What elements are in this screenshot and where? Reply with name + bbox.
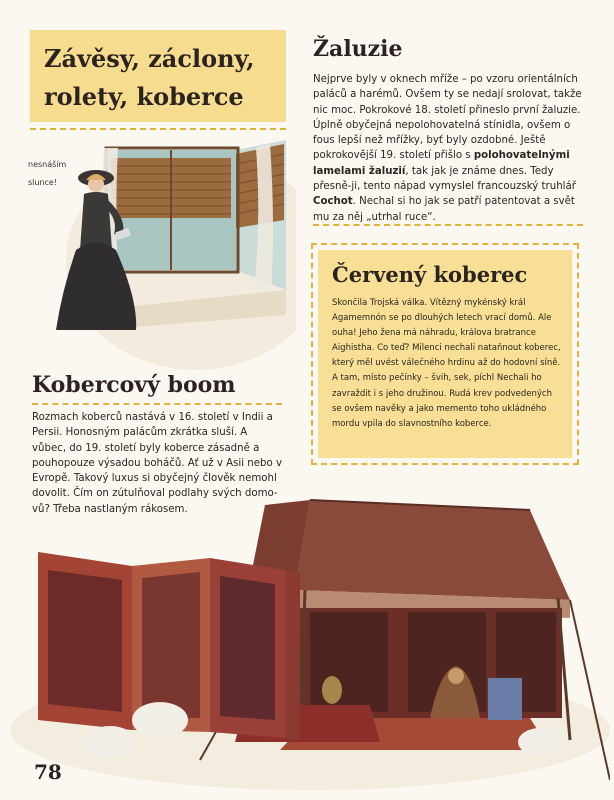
zaluzie-text-part2: , tak jak je známe dnes. Tedy přesně-ji, tento nápad vymyslel francouzský truhlář	[313, 165, 576, 193]
zaluzie-text-part1: Nejprve byly v oknech mříže – po vzoru orientálních paláců a harémů. Ovšem ty se nedají srolovat, takže nic moc. Pokrokové 18. století přineslo první žaluzie. Úplně obyčejná nepolohovatelná stínidla, ovšem o fous lepší než mřížky, byť byly ozdobné. Ještě pokrokovější 19. století přišlo s	[313, 74, 582, 162]
window-lady-illustration	[56, 140, 296, 370]
red-carpet-box	[318, 250, 572, 458]
zaluzie-divider	[313, 224, 583, 226]
zaluzie-text	[313, 72, 585, 225]
zaluzie-text-part3: . Nechal si ho jak se patří patentovat a svět mu za něj „utrhal ruce“.	[313, 196, 575, 223]
boom-text: Rozmach koberců nastává v 16. století v Indii a Persii. Honosným palácům zkrátka sluší. A vůbec, do 19. století byly koberce zásadně a pouhopouze výsadou boháčů. Ať už v Asii nebo v Evropě. Takový luxus si obyčejný člověk nemohl dovolit. Čím on zútulňoval podlahy svých domo-vů? Třeba nastlaným rákosem.	[32, 412, 282, 515]
speech-bubble: nesnáším slunce!	[28, 160, 67, 187]
boom-divider	[32, 403, 282, 405]
page-title: Závěsy, záclony, rolety, koberce	[44, 44, 255, 111]
zaluzie-highlight-lamely: polohovatelnými lamelami žaluzií	[313, 150, 570, 177]
page-number: 78	[34, 760, 62, 784]
red-carpet-text: Skončila Trojská válka. Vítězný mykénský král Agamemnón se po dlouhých letech vrací domů. Ale ouha! Jeho žena má náhradu, králova bratrance Aighistha. Co teď? Milenci nechali nataňnout koberec, který měl uvést válečného hrdinu až do hodovní síně. A tam, místo pečínky – švih, sek, píchl Nechali ho zavraždit i s jeho družinou. Rudá krev podvedených se ovšem navěky a jako memento toho ukládného mordu vpila do slavnostního koberce.	[332, 298, 561, 429]
red-carpet-heading: Červený koberec	[332, 262, 528, 287]
title-box	[30, 30, 286, 122]
tent-carpets-illustration	[10, 480, 610, 800]
zaluzie-heading: Žaluzie	[313, 36, 403, 62]
boom-heading: Kobercový boom	[32, 372, 236, 398]
title-divider	[30, 128, 286, 130]
zaluzie-highlight-cochot: Cochot	[313, 196, 353, 208]
